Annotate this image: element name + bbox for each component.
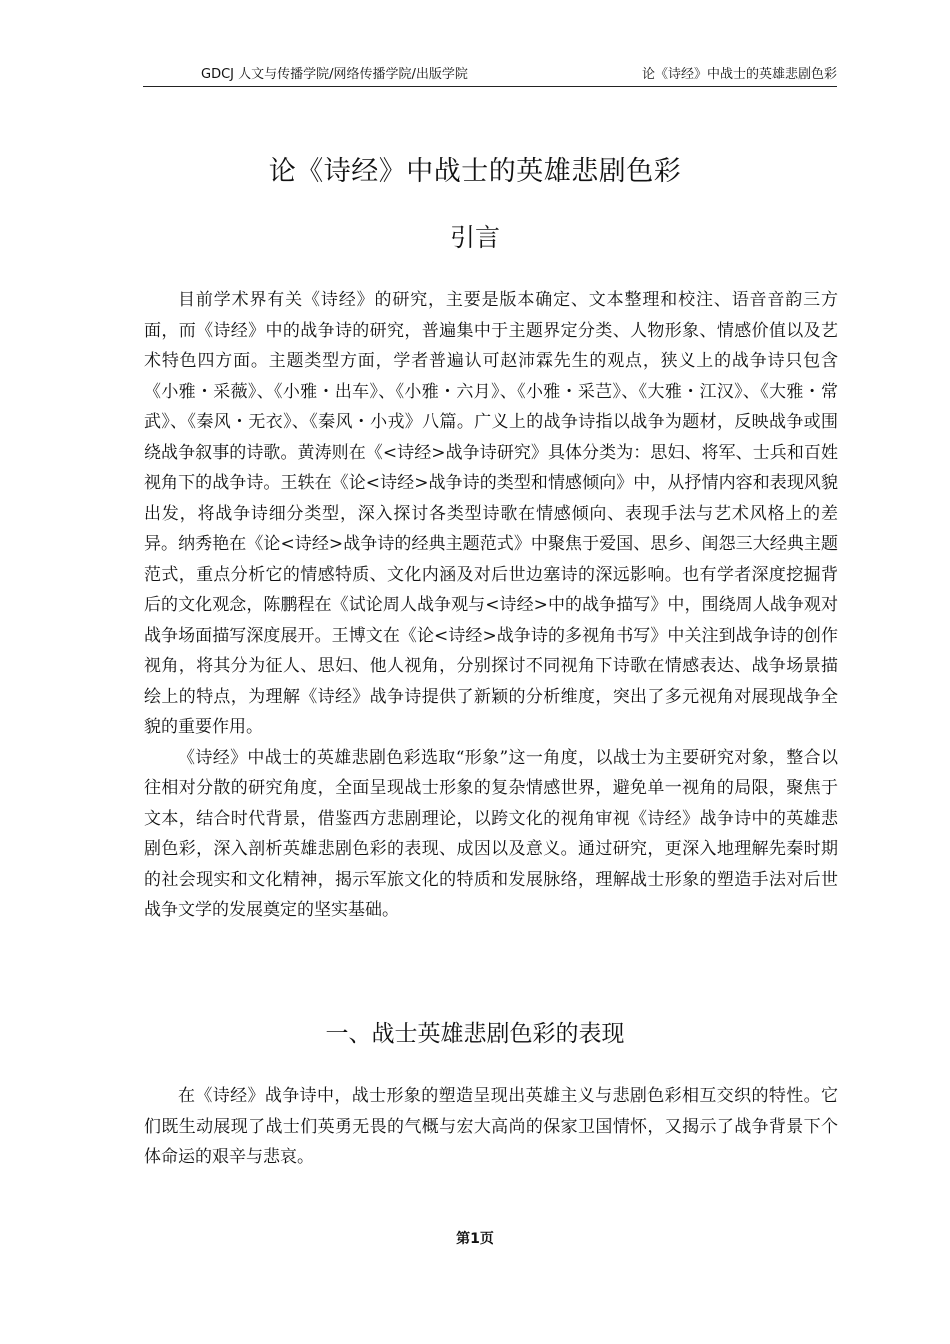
section-body xyxy=(144,1081,838,1173)
page-number: 第1页 xyxy=(456,1231,494,1247)
section-paragraph: 在《诗经》战争诗中，战士形象的塑造呈现出英雄主义与悲剧色彩相互交织的特性。它们既生动展现了战士们英勇无畏的气概与宏大高尚的保家卫国情怀，又揭示了战争背景下个体命运的艰辛与悲哀。 xyxy=(144,1086,838,1167)
intro-heading: 引言 xyxy=(449,223,500,252)
intro-paragraph: 目前学术界有关《诗经》的研究，主要是版本确定、文本整理和校注、语音音韵三方面，而《诗经》中的战争诗的研究，普遍集中于主题界定分类、人物形象、情感价值以及艺术特色四方面。主题类型方面，学者普遍认可赵沛霖先生的观点，狭义上的战争诗只包含《小雅・采薇》、《小雅・出车》、《小雅・六月》、《小雅・采芑》、《大雅・江汉》、《大雅・常武》、《秦风・无衣》、《秦风・小戎》八篇。广义上的战争诗指以战争为题材，反映战争或围绕战争叙事的诗歌。黄涛则在《<诗经>战争诗研究》具体分类为：思妇、将军、士兵和百姓视角下的战争诗。王轶在《论<诗经>战争诗的类型和情感倾向》中，从抒情内容和表现风貌出发，将战争诗细分类型，深入探讨各类型诗歌在情感倾向、表现手法与艺术风格上的差异。纳秀艳在《论<诗经>战争诗的经典主题范式》中聚焦于爱国、思乡、闺怨三大经典主题范式，重点分析它的情感特质、文化内涵及对后世边塞诗的深远影响。也有学者深度挖掘背后的文化观念，陈鹏程在《试论周人战争观与<诗经>中的战争描写》中，围绕周人战争观对战争场面描写深度展开。王博文在《论<诗经>战争诗的多视角书写》中关注到战争诗的创作视角，将其分为征人、思妇、他人视角，分别探讨不同视角下诗歌在情感表达、战争场景描绘上的特点，为理解《诗经》战争诗提供了新颖的分析维度，突出了多元视角对展现战争全貌的重要作用。 xyxy=(144,290,838,737)
document-title: 论《诗经》中战士的英雄悲剧色彩 xyxy=(268,156,682,187)
header-institution: GDCJ 人文与传播学院/网络传播学院/出版学院 xyxy=(201,67,468,82)
header-running-title: 论《诗经》中战士的英雄悲剧色彩 xyxy=(641,67,837,82)
intro-body xyxy=(144,285,838,926)
intro-paragraph: 《诗经》中战士的英雄悲剧色彩选取“形象”这一角度，以战士为主要研究对象，整合以往相对分散的研究角度，全面呈现战士形象的复杂情感世界，避免单一视角的局限，聚焦于文本，结合时代背景，借鉴西方悲剧理论，以跨文化的视角审视《诗经》战争诗中的英雄悲剧色彩，深入剖析英雄悲剧色彩的表现、成因以及意义。通过研究，更深入地理解先秦时期的社会现实和文化精神，揭示军旅文化的特质和发展脉络，理解战士形象的塑造手法对后世战争文学的发展奠定的坚实基础。 xyxy=(144,747,838,920)
page-header xyxy=(143,64,837,87)
section-heading: 一、战士英雄悲剧色彩的表现 xyxy=(325,1021,625,1047)
